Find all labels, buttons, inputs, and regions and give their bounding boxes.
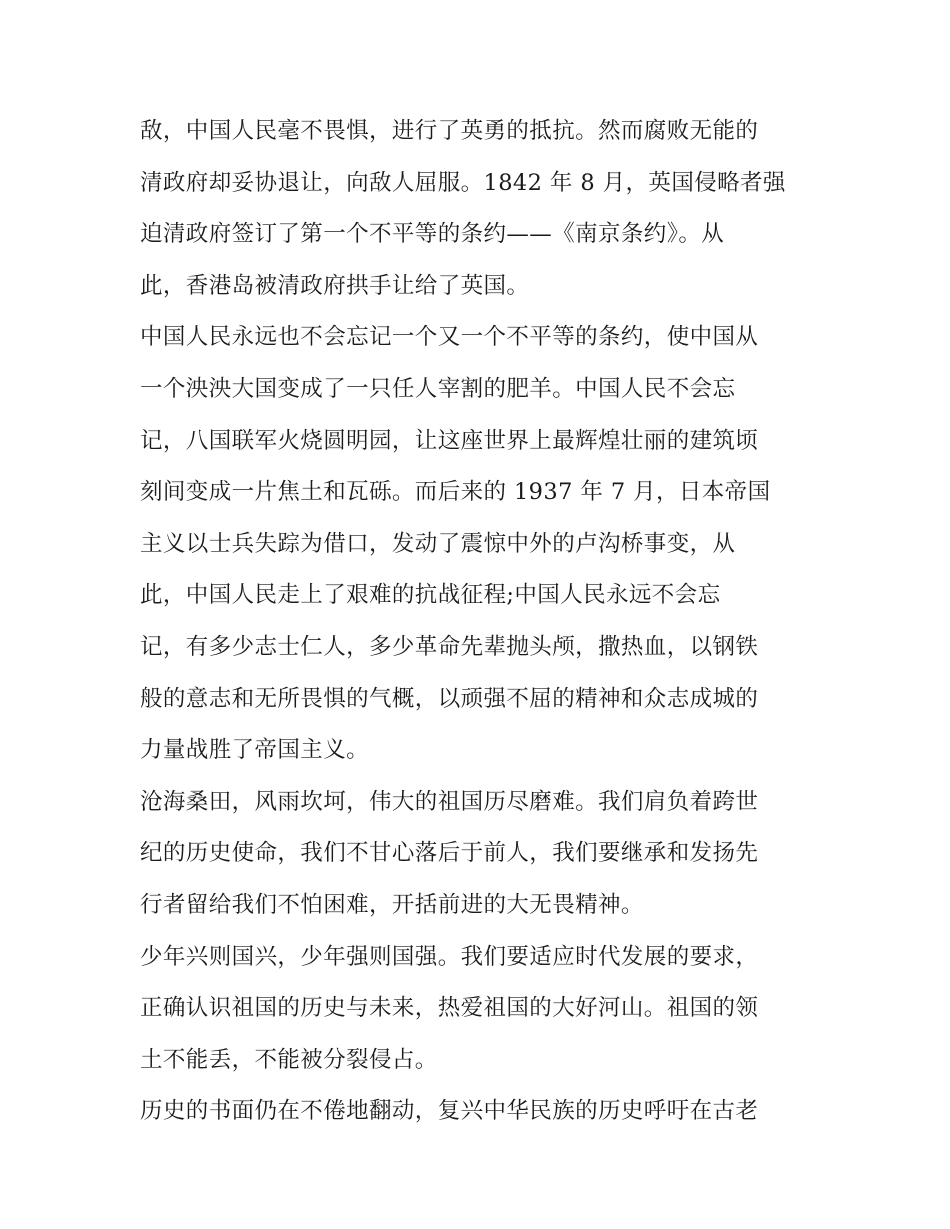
text-line: 正确认识祖国的历史与未来，热爱祖国的大好河山。祖国的领: [140, 995, 759, 1022]
text-line: 清政府却妥协退让，向敌人屈服。1842 年 8 月，英国侵略者强: [140, 169, 786, 196]
text-line: 迫清政府签订了第一个不平等的条约——《南京条约》。从: [140, 221, 725, 248]
text-line: 土不能丢，不能被分裂侵占。: [140, 1046, 438, 1073]
document-body: [140, 110, 820, 1142]
text-line: 少年兴则国兴，少年强则国强。我们要适应时代发展的要求，: [140, 943, 759, 970]
text-line: 力量战胜了帝国主义。: [140, 737, 370, 764]
text-line: 敌，中国人民毫不畏惧，进行了英勇的抵抗。然而腐败无能的: [140, 118, 759, 144]
text-line: 沧海桑田，风雨坎坷，伟大的祖国历尽磨难。我们肩负着跨世: [140, 788, 759, 815]
text-line: 纪的历史使命，我们不甘心落后于前人，我们要继承和发扬先: [140, 840, 759, 867]
text-line: 记，八国联军火烧圆明园，让这座世界上最辉煌壮丽的建筑顷: [140, 427, 759, 454]
text-line: 行者留给我们不怕困难，开括前进的大无畏精神。: [140, 891, 644, 918]
text-line: 历史的书面仍在不倦地翻动，复兴中华民族的历史呼吁在古老: [140, 1098, 759, 1125]
text-line: 此，中国人民走上了艰难的抗战征程;中国人民永远不会忘: [140, 582, 721, 609]
text-line: 此，香港岛被清政府拱手让给了英国。: [140, 272, 530, 299]
text-line: 记，有多少志士仁人，多少革命先辈抛头颅，撒热血，以钢铁: [140, 633, 759, 660]
text-line: 中国人民永远也不会忘记一个又一个不平等的条约，使中国从: [140, 324, 759, 351]
text-line: 一个泱泱大国变成了一只任人宰割的肥羊。中国人民不会忘: [140, 375, 736, 402]
text-line: 主义以士兵失踪为借口，发动了震惊中外的卢沟桥事变，从: [140, 530, 736, 557]
text-line: 刻间变成一片焦土和瓦砾。而后来的 1937 年 7 月，日本帝国: [140, 479, 771, 506]
text-line: 般的意志和无所畏惧的气概，以顽强不屈的精神和众志成城的: [140, 685, 759, 712]
